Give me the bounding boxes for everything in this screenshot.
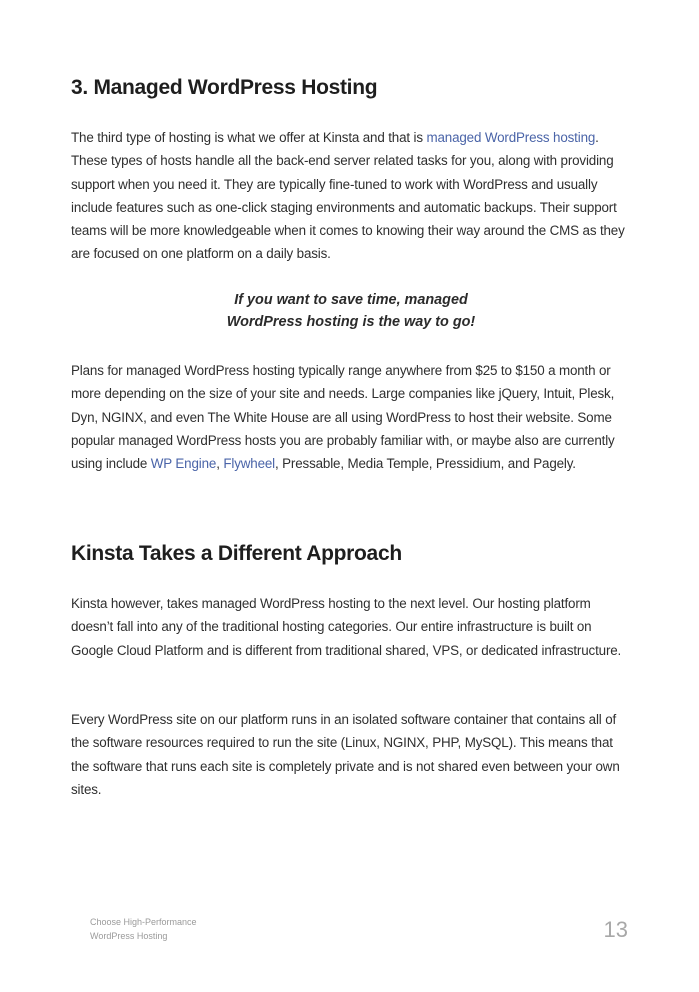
paragraph-text: , xyxy=(216,456,224,472)
page-number: 13 xyxy=(603,917,628,942)
flywheel-link[interactable]: Flywheel xyxy=(223,456,275,472)
wp-engine-link[interactable]: WP Engine xyxy=(150,456,217,472)
footer-caption-line-1: Choose High-Performance xyxy=(90,917,197,927)
footer-caption xyxy=(90,916,197,943)
paragraph-managed-plans xyxy=(71,359,631,475)
pull-quote-line-1: If you want to save time, managed xyxy=(234,292,468,308)
paragraph-kinsta-platform: Kinsta however, takes managed WordPress hosting to the next level. Our hosting platform doesn’t fall into any of the traditional hosting categories. Our entire infrastructure is built on Google Cloud Platform and is different from traditional shared, VPS, or dedicated infrastructure. xyxy=(71,596,622,658)
paragraph-kinsta-containers: Every WordPress site on our platform runs in an isolated software container that contains all of the software resources required to run the site (Linux, NGINX, PHP, MySQL). This means that the software that runs each site is completely private and is not shared even between your own sites. xyxy=(71,712,620,797)
paragraph-text: . These types of hosts handle all the back-end server related tasks for you, along with providing support when you need it. They are typically fine-tuned to work with WordPress and usually include features such as one-click staging environments and automatic backups. Their support teams will be more knowledgeable when it comes to knowing their way around the CMS as they are focused on one platform on a daily basis. xyxy=(71,130,625,262)
paragraph-text: The third type of hosting is what we offer at Kinsta and that is xyxy=(71,130,427,145)
paragraph-managed-intro xyxy=(71,126,631,266)
pull-quote-line-2: WordPress hosting is the way to go! xyxy=(226,313,476,330)
managed-wordpress-hosting-link[interactable]: managed WordPress hosting xyxy=(426,130,596,145)
footer-caption-line-2: WordPress Hosting xyxy=(90,930,168,941)
section-heading-managed-hosting: 3. Managed WordPress Hosting xyxy=(71,76,378,99)
paragraph-text: , Pressable, Media Temple, Pressidium, and Pagely. xyxy=(275,456,576,472)
section-heading-kinsta-approach: Kinsta Takes a Different Approach xyxy=(71,542,402,565)
paragraph-text: Plans for managed WordPress hosting typically range anywhere from $25 to $150 a month or more depending on the size of your site and needs. Large companies like jQuery, Intuit, Plesk, Dyn, NGINX, and even The White House are all using WordPress to host their website. Some popular managed WordPress hosts you are probably familiar with, or maybe also are currently using include xyxy=(71,363,615,472)
pull-quote xyxy=(71,290,631,333)
